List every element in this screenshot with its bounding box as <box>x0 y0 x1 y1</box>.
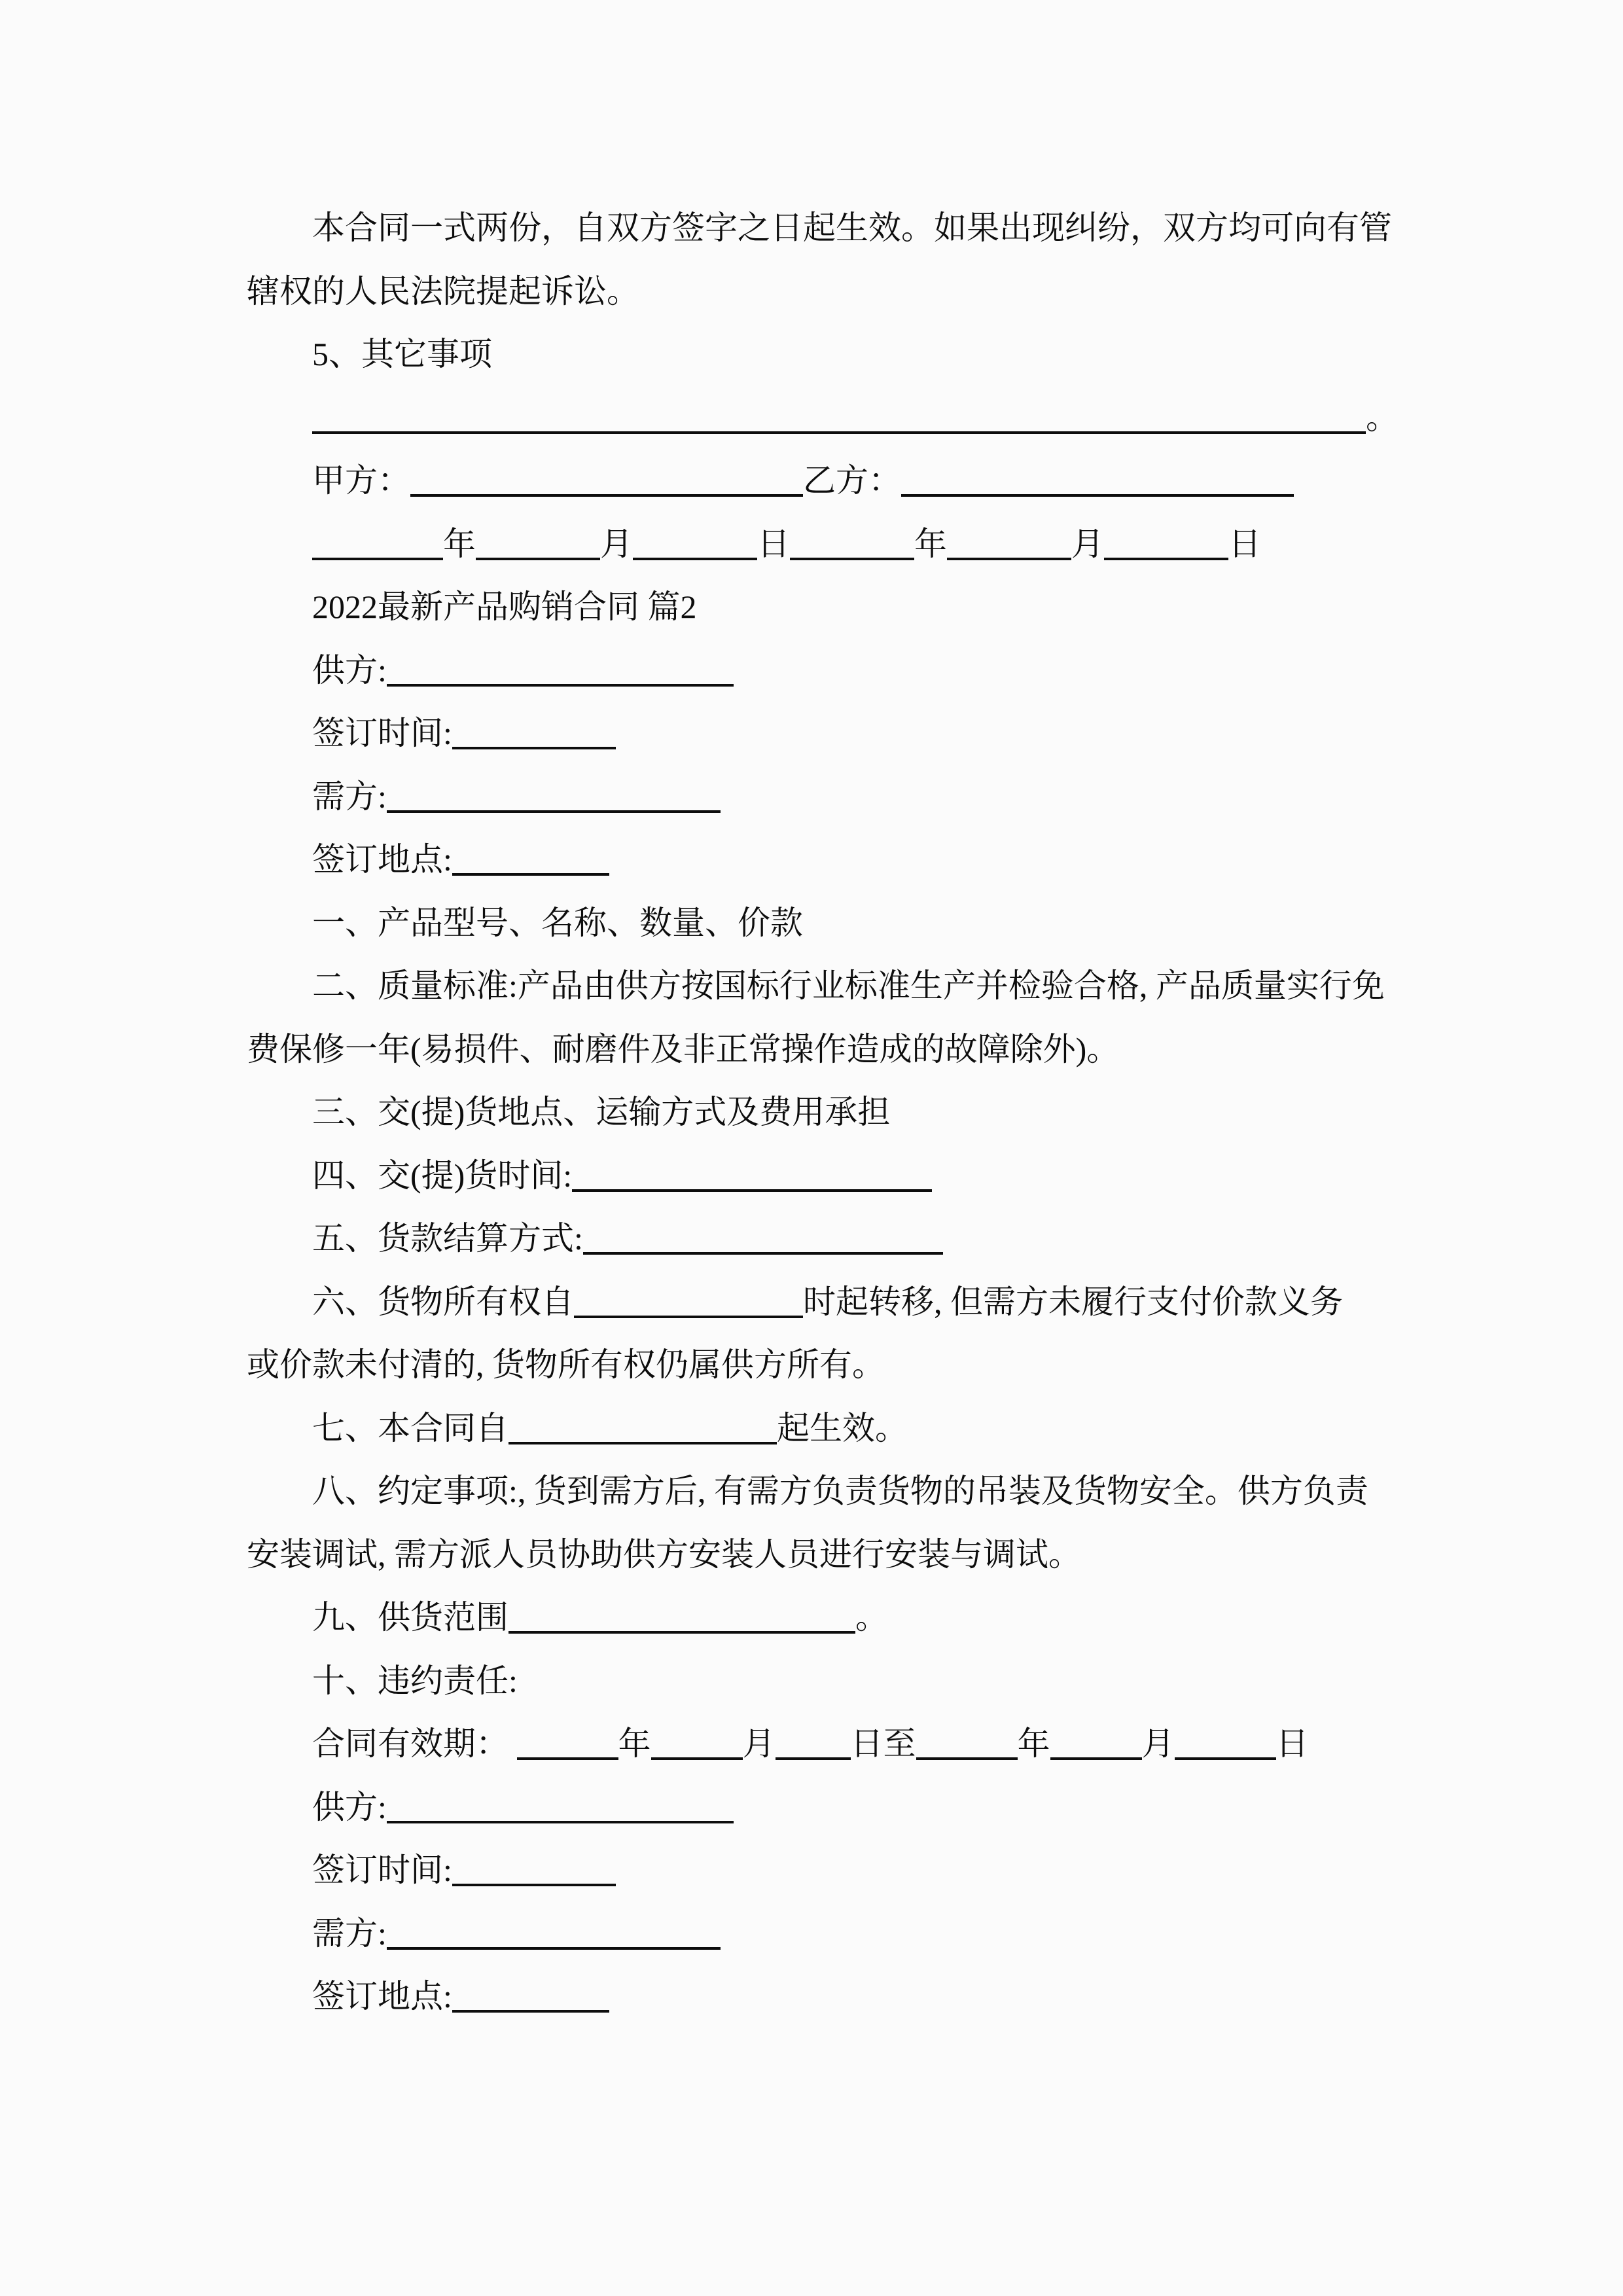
fill-in-blank-line <box>916 1725 1018 1760</box>
text-run: 需方: <box>312 778 387 815</box>
text-run: 年 <box>618 1725 651 1762</box>
fill-in-blank-line <box>790 525 914 560</box>
text-run: 起生效。 <box>777 1409 908 1446</box>
document-line <box>247 1207 1425 1270</box>
text-run: 安装调试, 需方派人员协助供方安装人员进行安装与调试。 <box>247 1535 1081 1573</box>
fill-in-blank-line <box>517 1725 618 1760</box>
text-run: 。 <box>855 1599 888 1636</box>
fill-in-blank-line <box>410 461 803 497</box>
document-line <box>247 1270 1425 1334</box>
fill-in-blank-line <box>452 714 616 749</box>
fill-in-blank-line <box>508 1409 777 1444</box>
document-line <box>247 196 1425 260</box>
fill-in-blank-line <box>508 1598 855 1634</box>
text-run: 辖权的人民法院提起诉讼。 <box>247 272 639 310</box>
document-line <box>247 1712 1425 1776</box>
fill-in-blank-line <box>452 1977 609 2013</box>
fill-in-blank-line <box>476 525 600 560</box>
document-line <box>247 828 1425 891</box>
document-line <box>247 1018 1425 1081</box>
text-run: 六、货物所有权自 <box>312 1283 574 1320</box>
text-run: 签订时间: <box>312 1852 452 1888</box>
text-run: 签订时间: <box>312 715 452 751</box>
text-run: 时起转移, 但需方未履行支付价款义务 <box>803 1283 1343 1320</box>
document-line <box>247 1081 1425 1144</box>
text-run: 合同有效期： <box>312 1725 517 1762</box>
fill-in-blank-line <box>947 525 1071 560</box>
text-run: 三、交(提)货地点、运输方式及费用承担 <box>312 1094 891 1130</box>
document-line <box>247 1776 1425 1839</box>
text-run: 五、货款结算方式: <box>312 1220 583 1257</box>
document-line <box>247 1965 1425 2028</box>
fill-in-blank-line <box>452 840 609 876</box>
fill-in-blank-line <box>1050 1725 1142 1760</box>
text-run: 需方: <box>312 1914 387 1952</box>
document-line <box>247 639 1425 702</box>
text-run: 日 <box>1228 525 1261 562</box>
fill-in-blank-line <box>387 651 734 687</box>
text-run: 2022最新产品购销合同 篇2 <box>312 588 697 625</box>
document-line <box>247 1649 1425 1713</box>
fill-in-blank-line <box>776 1725 851 1760</box>
text-run: 月 <box>742 1725 776 1762</box>
document-line <box>247 449 1425 512</box>
text-run: 日至 <box>850 1725 916 1762</box>
text-run: 八、约定事项:, 货到需方后, 有需方负责货物的吊装及货物安全。供方负责 <box>312 1473 1368 1509</box>
text-run: 月 <box>1141 1725 1175 1762</box>
document-line <box>247 1397 1425 1460</box>
text-run: 九、供货范围 <box>312 1599 508 1636</box>
fill-in-blank-line <box>572 1157 932 1192</box>
fill-in-blank-line <box>387 1788 734 1823</box>
text-run: 年 <box>914 525 947 562</box>
document-line <box>247 765 1425 829</box>
document-line <box>247 323 1425 386</box>
text-run: 十、违约责任: <box>312 1662 518 1699</box>
document-line <box>247 1839 1425 1902</box>
text-run: 七、本合同自 <box>312 1409 508 1446</box>
document-line <box>247 575 1425 639</box>
text-run: 月 <box>600 525 633 562</box>
document-line <box>247 1902 1425 1965</box>
text-run: 费保修一年(易损件、耐磨件及非正常操作造成的故障除外)。 <box>247 1030 1120 1067</box>
text-run: 供方: <box>312 651 387 689</box>
text-run: 四、交(提)货时间: <box>312 1157 573 1194</box>
document-line <box>247 1586 1425 1649</box>
text-run: 一、产品型号、名称、数量、价款 <box>312 904 803 941</box>
text-run: 甲方： <box>312 462 410 499</box>
fill-in-blank-line <box>387 778 721 813</box>
document-line <box>247 954 1425 1018</box>
document-line <box>247 1333 1425 1397</box>
document-line <box>247 260 1425 323</box>
fill-in-blank-line <box>312 399 1366 434</box>
fill-in-blank-line <box>452 1851 616 1886</box>
fill-in-blank-line <box>1104 525 1228 560</box>
fill-in-blank-line <box>312 525 443 560</box>
document-line <box>247 1523 1425 1587</box>
fill-in-blank-line <box>1175 1725 1276 1760</box>
text-run: 乙方： <box>803 462 901 499</box>
document-line <box>247 512 1425 576</box>
text-run: 二、质量标准:产品由供方按国标行业标准生产并检验合格, 产品质量实行免 <box>312 967 1385 1004</box>
fill-in-blank-line <box>901 461 1294 497</box>
text-run: 签订地点: <box>312 1978 452 2015</box>
document-line <box>247 1460 1425 1523</box>
text-run: 供方: <box>312 1788 387 1825</box>
text-run: 本合同一式两份，自双方签字之日起生效。如果出现纠纷，双方均可向有管 <box>312 209 1392 246</box>
document-line <box>247 1144 1425 1208</box>
text-run: 日 <box>757 525 790 562</box>
fill-in-blank-line <box>387 1914 721 1950</box>
text-run: 。 <box>1366 399 1399 436</box>
text-run: 5、其它事项 <box>312 336 492 372</box>
fill-in-blank-line <box>633 525 757 560</box>
fill-in-blank-line <box>574 1283 803 1318</box>
text-run: 或价款未付清的, 货物所有权仍属供方所有。 <box>247 1346 885 1383</box>
text-run: 月 <box>1071 525 1104 562</box>
text-run: 日 <box>1275 1725 1309 1762</box>
document-line <box>247 386 1425 450</box>
text-run: 签订地点: <box>312 841 452 878</box>
document-line <box>247 891 1425 955</box>
fill-in-blank-line <box>651 1725 743 1760</box>
text-run: 年 <box>443 525 476 562</box>
text-run: 年 <box>1017 1725 1050 1762</box>
document-content <box>247 196 1425 2028</box>
document-line <box>247 702 1425 765</box>
fill-in-blank-line <box>583 1219 943 1255</box>
